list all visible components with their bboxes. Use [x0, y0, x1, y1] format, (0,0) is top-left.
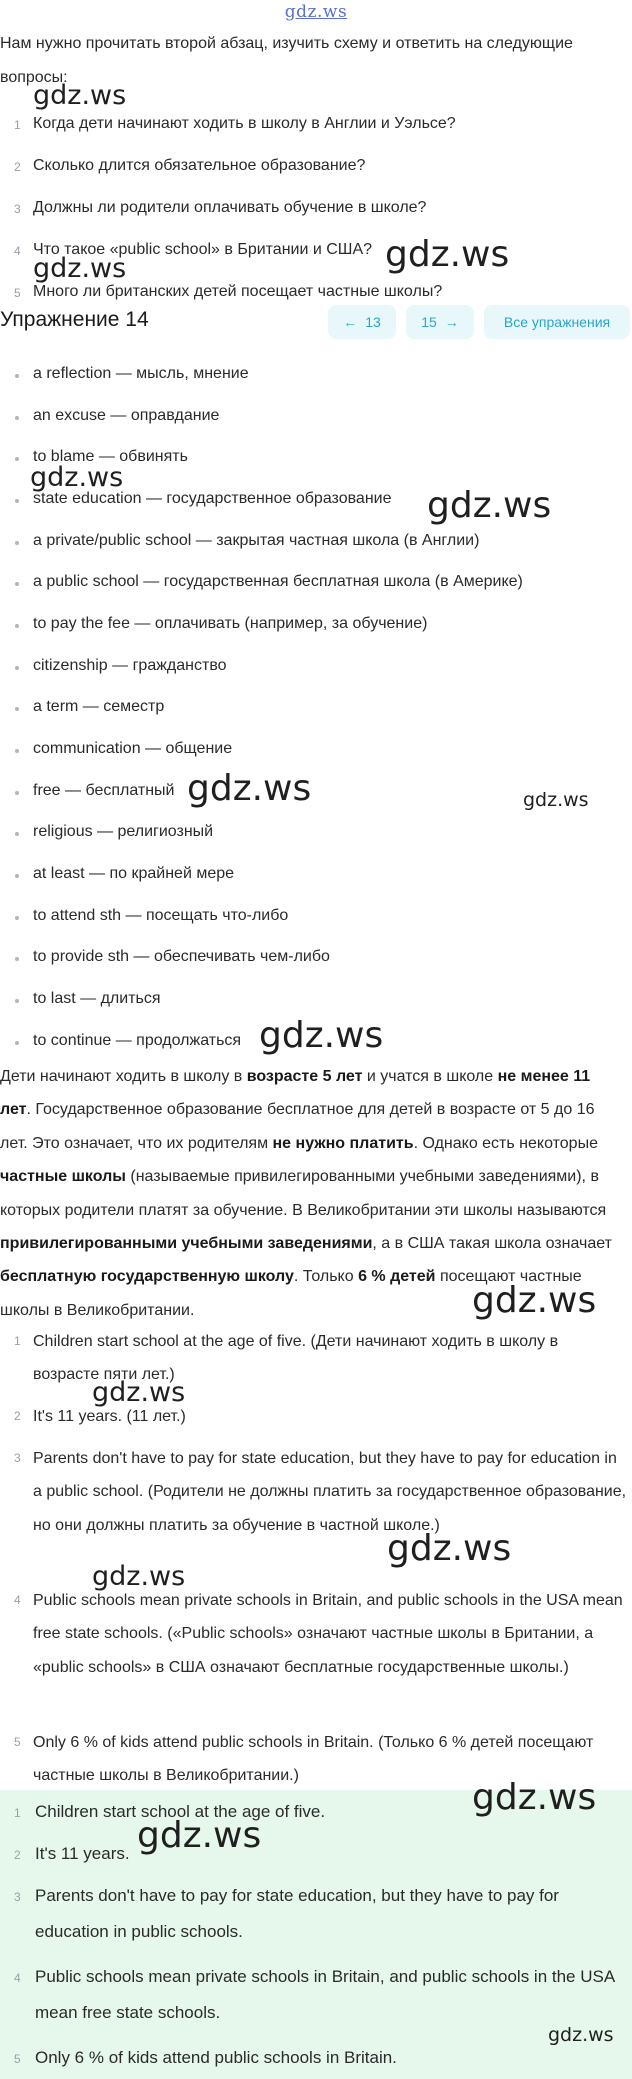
exercise-title: Упражнение 14	[0, 308, 149, 331]
item-number: 3	[14, 1890, 21, 1904]
arrow-right-icon: →	[444, 314, 459, 330]
item-text: Parents don't have to pay for state education, but they have to pay for education in public schools.	[35, 1886, 559, 1941]
list-item	[0, 157, 632, 199]
all-exercises-button[interactable]: Все упражнения	[484, 305, 630, 339]
watermark: gdz.ws	[259, 1015, 384, 1056]
list-item	[0, 698, 632, 739]
watermark: gdz.ws	[187, 768, 312, 809]
item-text: It's 11 years. (11 лет.)	[33, 1408, 186, 1425]
item-text: Много ли британских детей посещает частные школы?	[33, 283, 443, 300]
bullet-icon	[15, 832, 19, 836]
item-number: 3	[14, 202, 21, 216]
vocab-text: citizenship — гражданство	[33, 657, 227, 674]
vocab-text: religious — религиозный	[33, 823, 214, 840]
para-bold: бесплатную государственную школу	[0, 1268, 294, 1286]
bullet-icon	[15, 374, 19, 378]
item-number: 4	[14, 1593, 21, 1607]
item-text: Only 6 % of kids attend public schools in Britain. (Только 6 % детей посещают частные школы в Великобритании.)	[33, 1734, 594, 1785]
vocab-text: to continue — продолжаться	[33, 1032, 242, 1049]
vocab-text: to blame — обвинять	[33, 448, 188, 465]
item-text: Public schools mean private schools in Britain, and public schools in the USA mean free state schools. («Public schools» означают частные школы в Британии, а «public schools» в США означают бесплатные государственные школы.)	[33, 1592, 623, 1676]
bullet-icon	[15, 457, 19, 461]
watermark: gdz.ws	[33, 80, 127, 111]
item-text: Должны ли родители оплачивать обучение в школе?	[33, 199, 427, 216]
vocab-text: a public school — государственная бесплатная школа (в Америке)	[33, 573, 523, 590]
item-number: 3	[14, 1451, 21, 1465]
watermark: gdz.ws	[472, 1777, 597, 1818]
item-text: Parents don't have to pay for state education, but they have to pay for education in a public school. (Родители не должны платить за государственное образование, но они должны платить за обучение в частной школе.)	[33, 1450, 627, 1534]
para-text: посещают частные школы в Великобритании.	[0, 1268, 582, 1319]
item-text: Сколько длится обязательное образование?	[33, 157, 366, 174]
arrow-left-icon: ←	[343, 314, 358, 330]
bullet-icon	[15, 791, 19, 795]
bullet-icon	[15, 749, 19, 753]
vocab-text: at least — по крайней мере	[33, 865, 235, 882]
list-item	[0, 532, 632, 573]
item-text: Когда дети начинают ходить в школу в Англии и Уэльсе?	[33, 115, 456, 132]
bullet-icon	[15, 1041, 19, 1045]
item-text: Public schools mean private schools in Britain, and public schools in the USA mean free state schools.	[35, 1967, 615, 2022]
para-text: и учатся в школе	[362, 1068, 498, 1085]
answer-box	[0, 1790, 632, 2079]
watermark: gdz.ws	[92, 1561, 186, 1592]
item-number: 1	[14, 118, 21, 132]
item-number: 5	[14, 2052, 21, 2066]
bullet-icon	[15, 874, 19, 878]
item-text: Only 6 % of kids attend public schools in Britain.	[35, 2048, 397, 2067]
vocab-text: a term — семестр	[33, 698, 165, 715]
bullet-icon	[15, 416, 19, 420]
bullet-icon	[15, 957, 19, 961]
item-number: 5	[14, 1735, 21, 1749]
watermark: gdz.ws	[548, 2024, 614, 2046]
para-bold: возрасте 5 лет	[246, 1068, 363, 1085]
watermark: gdz.ws	[33, 253, 127, 284]
next-exercise-label: 15	[421, 314, 437, 330]
list-item	[0, 740, 632, 781]
item-number: 4	[14, 1971, 21, 1985]
prev-exercise-label: 13	[365, 314, 381, 330]
vocab-text: to last — длиться	[33, 990, 161, 1007]
item-number: 1	[14, 1334, 21, 1348]
bullet-icon	[15, 541, 19, 545]
vocab-text: to attend sth — посещать что-либо	[33, 907, 289, 924]
item-number: 4	[14, 244, 21, 258]
item-text: Что такое «public school» в Британии и США?	[33, 241, 373, 258]
vocab-text: communication — общение	[33, 740, 233, 757]
bullet-icon	[15, 624, 19, 628]
vocab-text: an excuse — оправдание	[33, 407, 220, 424]
watermark: gdz.ws	[523, 789, 589, 811]
watermark: gdz.ws	[30, 462, 124, 493]
list-item	[0, 948, 632, 989]
watermark: gdz.ws	[385, 234, 510, 275]
list-item	[0, 407, 632, 448]
list-item	[0, 865, 632, 906]
prev-exercise-button[interactable]	[328, 305, 396, 339]
item-number: 5	[14, 286, 21, 300]
bullet-icon	[15, 999, 19, 1003]
para-bold: частные школы	[0, 1168, 126, 1186]
watermark: gdz.ws	[137, 1815, 262, 1856]
list-item	[0, 823, 632, 864]
watermark: gdz.ws	[472, 1280, 597, 1321]
vocab-text: free — бесплатный	[33, 782, 175, 799]
bullet-icon	[15, 582, 19, 586]
list-item	[0, 615, 632, 656]
item-number: 2	[14, 160, 21, 174]
bullet-icon	[15, 707, 19, 711]
list-item	[0, 199, 632, 241]
list-item	[0, 573, 632, 614]
intro-text: Нам нужно прочитать второй абзац, изучить схему и ответить на следующие вопросы:	[0, 35, 573, 86]
list-item	[0, 115, 632, 157]
para-text: . Однако есть некоторые	[413, 1134, 598, 1152]
item-number: 1	[14, 1806, 21, 1820]
item-text: Children start school at the age of five.	[35, 1802, 326, 1821]
vocab-text: to pay the fee — оплачивать (например, за обучение)	[33, 615, 428, 632]
para-text: , а в США такая школа означает	[372, 1235, 612, 1253]
bullet-icon	[15, 499, 19, 503]
para-bold: привилегированными учебными заведениями	[0, 1235, 373, 1253]
item-number: 2	[14, 1409, 21, 1423]
watermark: gdz.ws	[92, 1377, 186, 1408]
item-text: Children start school at the age of five. (Дети начинают ходить в школу в возрасте пяти лет.)	[33, 1333, 559, 1384]
bullet-icon	[15, 666, 19, 670]
para-text: . Только	[293, 1268, 359, 1286]
para-bold: 6 % детей	[358, 1268, 436, 1286]
list-item	[0, 657, 632, 698]
vocab-text: state education — государственное образование	[33, 490, 392, 507]
para-bold: не менее 11 лет	[0, 1068, 591, 1119]
vocab-text: to provide sth — обеспечивать чем-либо	[33, 948, 330, 965]
vocab-text: a private/public school — закрытая частная школа (в Англии)	[33, 532, 480, 549]
para-bold: не нужно платить	[272, 1134, 414, 1152]
watermark: gdz.ws	[427, 485, 552, 526]
para-text: Дети начинают ходить в школу в	[0, 1068, 247, 1085]
site-logo[interactable]: gdz.ws	[284, 2, 348, 22]
item-text: It's 11 years.	[35, 1844, 130, 1863]
list-item	[0, 365, 632, 406]
item-number: 2	[14, 1848, 21, 1862]
vocab-text: a reflection — мысль, мнение	[33, 365, 249, 382]
watermark: gdz.ws	[387, 1528, 512, 1569]
list-item	[0, 907, 632, 948]
para-text: (называемые привилегированными учебными заведениями), в которых родители платят за обучение. В Великобритании эти школы называются	[0, 1168, 607, 1219]
para-text: . Государственное образование бесплатное для детей в возрасте от 5 до 16 лет. Это означает, что их родителям	[0, 1101, 595, 1152]
next-exercise-button[interactable]	[406, 305, 474, 339]
bullet-icon	[15, 916, 19, 920]
